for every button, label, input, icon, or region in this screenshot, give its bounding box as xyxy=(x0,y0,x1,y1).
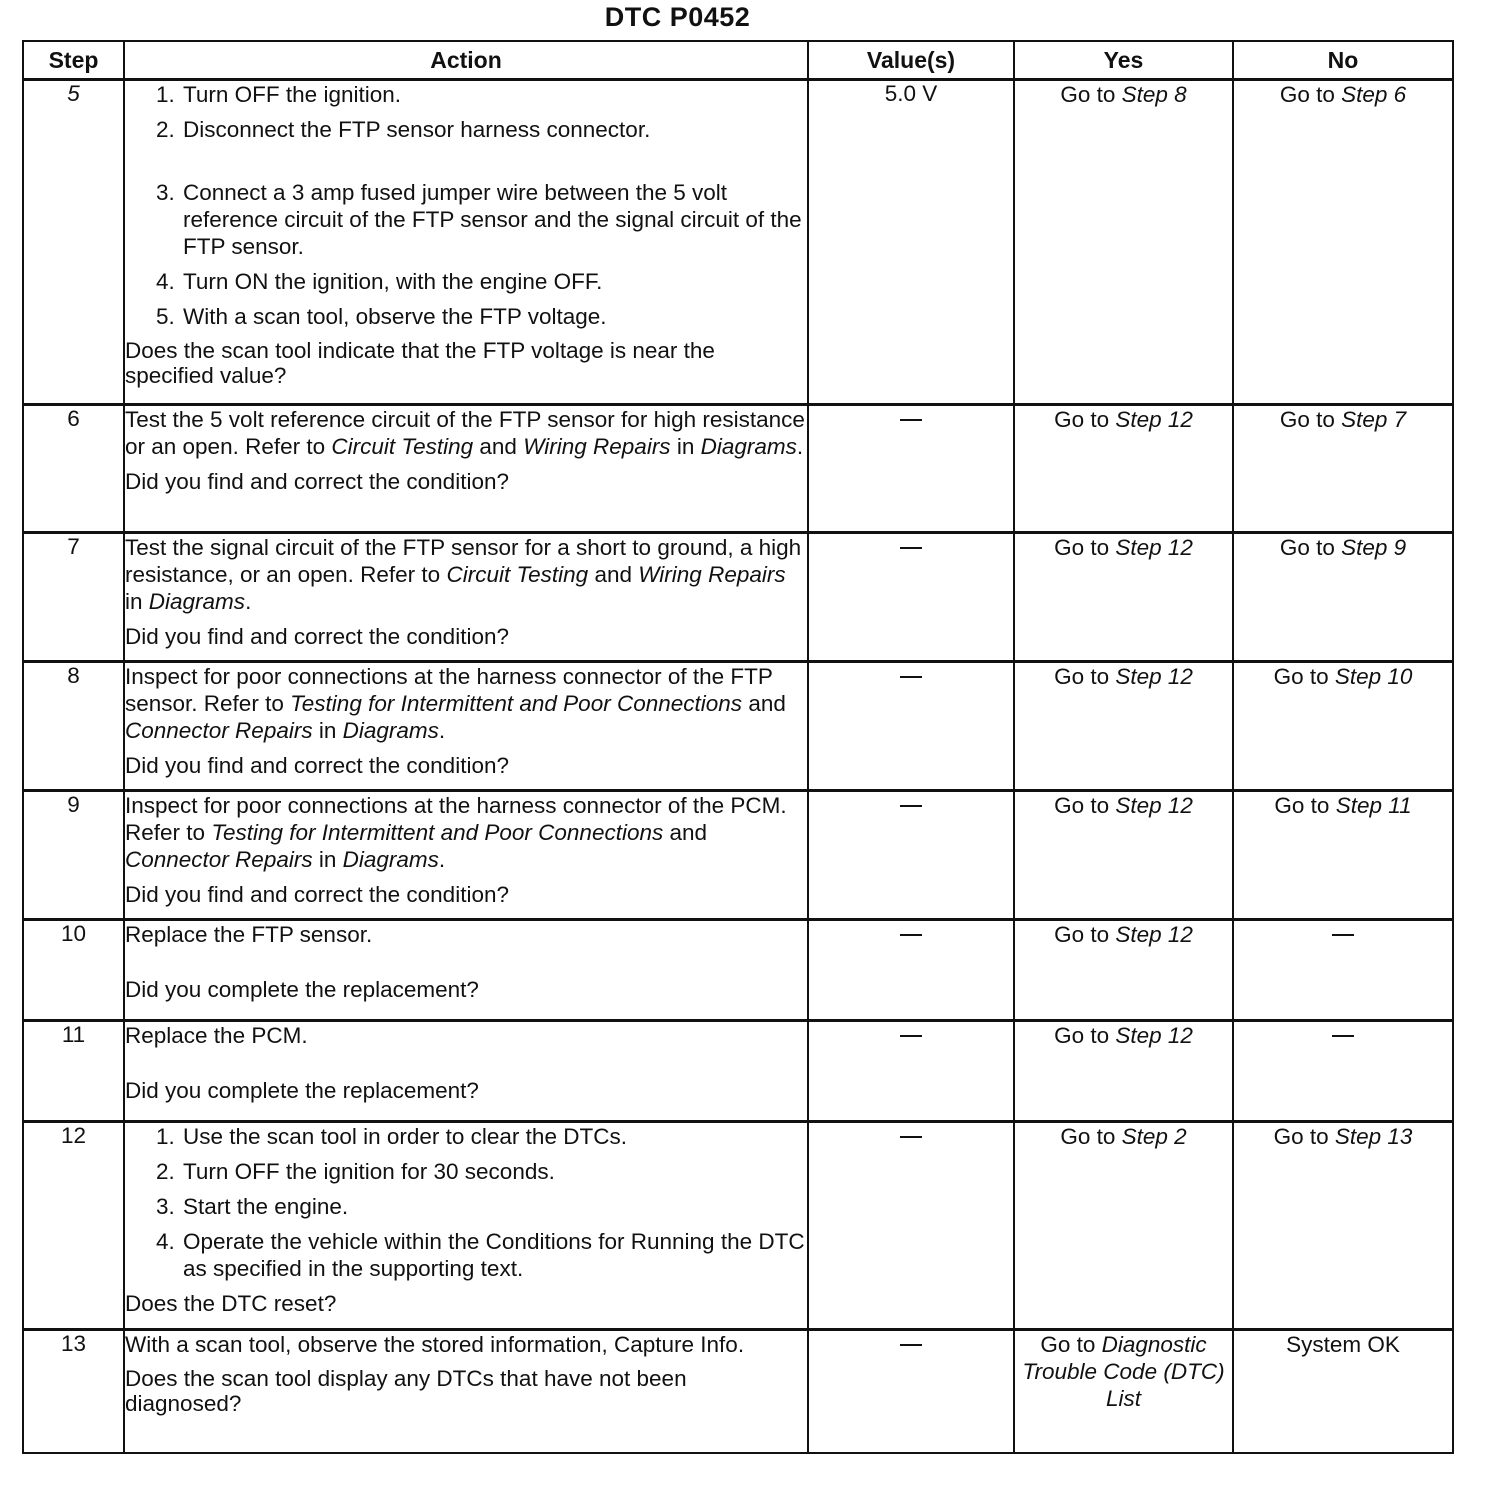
table-row xyxy=(23,1021,1453,1122)
table-header-row xyxy=(23,41,1453,80)
no-link[interactable]: Step 13 xyxy=(1334,1124,1413,1149)
no-cell: System OK xyxy=(1233,1330,1453,1453)
yes-cell: Go to Step 8 xyxy=(1014,80,1233,405)
procedure-list xyxy=(125,1123,807,1282)
question-text: Did you complete the replacement? xyxy=(125,977,479,1002)
yes-link[interactable]: Step 8 xyxy=(1121,82,1187,107)
step-number: 10 xyxy=(23,920,124,1021)
list-item: 3. Connect a 3 amp fused jumper wire between the 5 volt reference circuit of the FTP sensor and the signal circuit of the FTP sensor. xyxy=(181,179,807,260)
list-item: 3. Start the engine. xyxy=(181,1193,807,1220)
list-item: 1. Turn OFF the ignition. xyxy=(181,81,807,108)
instruction-text: Test the signal circuit of the FTP sensor for a short to ground, a high resistance, or an open. Refer to Circuit Testing and Wiring Repairs in Diagrams. xyxy=(125,535,802,614)
step-number: 11 xyxy=(23,1021,124,1122)
list-item: 5. With a scan tool, observe the FTP voltage. xyxy=(181,303,807,330)
action-cell xyxy=(124,662,808,791)
step-number: 6 xyxy=(23,405,124,533)
action-cell xyxy=(124,791,808,920)
yes-link[interactable]: Step 12 xyxy=(1115,535,1193,560)
yes-cell: Go to Step 2 xyxy=(1014,1122,1233,1330)
page-title: DTC P0452 xyxy=(604,2,751,32)
header-values: Value(s) xyxy=(808,41,1014,80)
yes-cell: Go to Step 12 xyxy=(1014,791,1233,920)
procedure-list xyxy=(125,81,807,330)
value-cell xyxy=(808,920,1014,1021)
no-cell: Go to Step 9 xyxy=(1233,533,1453,662)
header-action: Action xyxy=(124,41,808,80)
value-cell xyxy=(808,1330,1014,1453)
no-link[interactable]: Step 9 xyxy=(1341,535,1407,560)
table-row xyxy=(23,533,1453,662)
dash-mark xyxy=(900,805,922,807)
header-no: No xyxy=(1233,41,1453,80)
value-cell xyxy=(808,662,1014,791)
no-cell: Go to Step 6 xyxy=(1233,80,1453,405)
step-number: 12 xyxy=(23,1122,124,1330)
value-cell xyxy=(808,405,1014,533)
question-text: Does the scan tool display any DTCs that have not been diagnosed? xyxy=(125,1366,687,1416)
no-cell xyxy=(1233,920,1453,1021)
table-row xyxy=(23,1122,1453,1330)
list-item: 4. Operate the vehicle within the Conditions for Running the DTC as specified in the supporting text. xyxy=(181,1228,807,1282)
action-cell xyxy=(124,533,808,662)
no-cell: Go to Step 10 xyxy=(1233,662,1453,791)
question-text: Did you find and correct the condition? xyxy=(125,624,509,649)
action-cell xyxy=(124,1021,808,1122)
instruction-text: Inspect for poor connections at the harness connector of the FTP sensor. Refer to Testing for Intermittent and Poor Connections and Connector Repairs in Diagrams. xyxy=(125,664,786,743)
table-row xyxy=(23,80,1453,405)
dash-mark xyxy=(900,419,922,421)
instruction-text: Replace the FTP sensor. xyxy=(125,922,373,947)
instruction-text: Inspect for poor connections at the harness connector of the PCM. Refer to Testing for Intermittent and Poor Connections and Connector Repairs in Diagrams. xyxy=(125,793,787,872)
table-row xyxy=(23,920,1453,1021)
question-text: Does the DTC reset? xyxy=(125,1291,337,1316)
yes-cell: Go to Step 12 xyxy=(1014,662,1233,791)
dash-mark xyxy=(1332,934,1354,936)
yes-link[interactable]: Step 12 xyxy=(1115,664,1193,689)
action-cell xyxy=(124,1122,808,1330)
dash-mark xyxy=(1332,1035,1354,1037)
yes-cell: Go to Step 12 xyxy=(1014,533,1233,662)
step-number: 8 xyxy=(23,662,124,791)
yes-link[interactable]: Step 2 xyxy=(1121,1124,1187,1149)
dash-mark xyxy=(900,676,922,678)
instruction-text: Replace the PCM. xyxy=(125,1023,308,1048)
header-yes: Yes xyxy=(1014,41,1233,80)
dash-mark xyxy=(900,1035,922,1037)
yes-link[interactable]: Diagnostic Trouble Code (DTC) List xyxy=(1022,1332,1225,1411)
table-row xyxy=(23,662,1453,791)
value-cell xyxy=(808,1021,1014,1122)
dash-mark xyxy=(900,1344,922,1346)
yes-cell: Go to Step 12 xyxy=(1014,920,1233,1021)
table-row xyxy=(23,405,1453,533)
step-number: 9 xyxy=(23,791,124,920)
dash-mark xyxy=(900,547,922,549)
value-cell xyxy=(808,1122,1014,1330)
step-number: 7 xyxy=(23,533,124,662)
yes-link[interactable]: Step 12 xyxy=(1115,1023,1193,1048)
table-row xyxy=(23,1330,1453,1453)
dash-mark xyxy=(900,1136,922,1138)
instruction-text: With a scan tool, observe the stored information, Capture Info. xyxy=(125,1332,745,1357)
no-link[interactable]: Step 7 xyxy=(1341,407,1407,432)
no-cell: Go to Step 11 xyxy=(1233,791,1453,920)
yes-cell: Go to Diagnostic Trouble Code (DTC) List xyxy=(1014,1330,1233,1453)
action-cell xyxy=(124,405,808,533)
yes-link[interactable]: Step 12 xyxy=(1115,922,1193,947)
action-cell xyxy=(124,80,808,405)
diagnostic-table xyxy=(22,40,1454,1454)
question-text: Does the scan tool indicate that the FTP voltage is near the specified value? xyxy=(125,338,715,388)
yes-cell: Go to Step 12 xyxy=(1014,1021,1233,1122)
value-cell xyxy=(808,533,1014,662)
no-link[interactable]: Step 11 xyxy=(1335,793,1412,818)
step-number: 5 xyxy=(23,80,124,405)
question-text: Did you find and correct the condition? xyxy=(125,753,509,778)
list-item: 1. Use the scan tool in order to clear the DTCs. xyxy=(181,1123,807,1150)
dash-mark xyxy=(900,934,922,936)
no-cell: Go to Step 7 xyxy=(1233,405,1453,533)
table-row xyxy=(23,791,1453,920)
no-link[interactable]: Step 10 xyxy=(1334,664,1413,689)
list-item: 2. Disconnect the FTP sensor harness connector. xyxy=(181,116,807,143)
instruction-text: Test the 5 volt reference circuit of the FTP sensor for high resistance or an open. Refer to Circuit Testing and Wiring Repairs in Diagrams. xyxy=(125,407,805,459)
list-item: 4. Turn ON the ignition, with the engine OFF. xyxy=(181,268,807,295)
question-text: Did you find and correct the condition? xyxy=(125,882,509,907)
step-number: 13 xyxy=(23,1330,124,1453)
no-link[interactable]: Step 6 xyxy=(1341,82,1407,107)
header-step: Step xyxy=(23,41,124,80)
value-cell xyxy=(808,791,1014,920)
yes-link[interactable]: Step 12 xyxy=(1115,793,1193,818)
value-cell: 5.0 V xyxy=(808,80,1014,405)
list-item: 2. Turn OFF the ignition for 30 seconds. xyxy=(181,1158,807,1185)
yes-link[interactable]: Step 12 xyxy=(1115,407,1193,432)
question-text: Did you complete the replacement? xyxy=(125,1078,479,1103)
action-cell xyxy=(124,1330,808,1453)
yes-cell: Go to Step 12 xyxy=(1014,405,1233,533)
question-text: Did you find and correct the condition? xyxy=(125,469,509,494)
action-cell xyxy=(124,920,808,1021)
no-cell xyxy=(1233,1021,1453,1122)
no-cell: Go to Step 13 xyxy=(1233,1122,1453,1330)
